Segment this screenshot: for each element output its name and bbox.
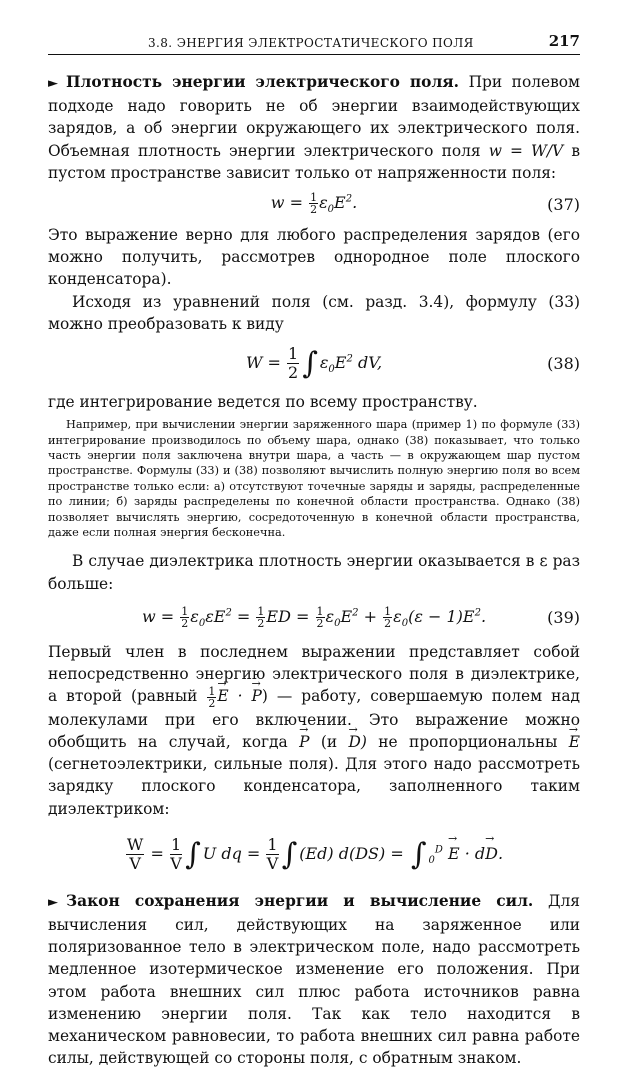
section-marker-icon: ► xyxy=(48,894,58,910)
running-header xyxy=(48,32,580,55)
paragraph-text: Для вычисления сил, действующих на заряженное или поляризованное тело в электрическом поле, надо рассмотреть медленное изотермическое изменение его положения. При этом работа внешних сил плюс работа источников равна изменению энергии поля. Так как тело находится в механическом равновесии, то работа внешних сил равна работе силы, действующей со стороны поля, с обратным знаком. xyxy=(48,891,580,1068)
formula-inline: w = W/V xyxy=(488,141,564,160)
section-heading: Плотность энергии электрического поля. xyxy=(66,73,460,91)
section-energy-conservation xyxy=(48,890,580,1069)
section-heading: Закон сохранения энергии и вычисление сил. xyxy=(66,891,534,910)
note-small-print: Например, при вычислении энергии заряженного шара (пример 1) по формуле (33) интегрирование производилось по объему шара, однако (38) показывает, что только часть энергии поля заключена внутри шара, а часть — в окружающем шар пустом пространстве. Формулы (33) и (38) позволяют вычислить полную энергию поля во всем пространстве только если: а) отсутствуют точечные заряды и заряды, распределенные по линии; б) заряды распределены по конечной области пространства. Однако (38) позволяет вычислять энергию, сосредоточенную в конечной области пространства, даже если полная энергия бесконечна. xyxy=(48,418,580,540)
formula-inline: → D) xyxy=(349,733,367,751)
equation-37: w = $\frac{1}{2}$ $\varepsilon_0E^2$. (37) xyxy=(270,191,580,217)
page-number: 217 xyxy=(548,32,580,50)
paragraph: Исходя из уравнений поля (см. разд. 3.4), формулу (33) можно преобразовать к виду xyxy=(48,292,580,333)
paragraph-text: в пустом пространстве зависит только от напряженности поля: xyxy=(48,141,580,182)
section-marker-icon: ► xyxy=(48,76,58,91)
equation-number: (38) xyxy=(547,353,580,373)
equation-number: (39) xyxy=(547,608,580,628)
paragraph: В случае диэлектрика плотность энергии оказывается в ε раз больше: xyxy=(48,552,580,593)
formula-inline: → P xyxy=(299,733,309,751)
paragraph: где интегрирование ведется по всему пространству. xyxy=(48,393,478,412)
paragraph-interpretation: Первый член в последнем выражении представляет собой непосредственно энергию электрического поля в диэлектрике, а второй (равный $\frac{1}{2}$ → E · → P) — работу, совершаемую полем над молекулами при его включении. Это выражение можно обобщить на случай, когда → P (и → D) не пропорциональны → E (сегнетоэлектрики, сильные поля). Для этого надо рассмотреть зарядку плоского конденсатора, заполненного таким диэлектриком: xyxy=(48,641,580,820)
page xyxy=(48,32,580,1069)
running-title: 3.8. ЭНЕРГИЯ ЭЛЕКТРОСТАТИЧЕСКОГО ПОЛЯ xyxy=(148,36,474,50)
equation-number: (37) xyxy=(547,194,580,214)
section-energy-density xyxy=(48,71,580,184)
formula-inline: $\frac{1}{2}$ → E · → P xyxy=(206,687,261,705)
equation-capacitor-work: $\frac{W}{V}$ = $\frac{1}{V}$ ∫ U dq = $\frac{1}{V}$ ∫ (Ed) d(DS) = ∫ $_0^D$ → E · d→ D. xyxy=(48,820,580,890)
formula-inline: → E xyxy=(569,733,580,751)
paragraph: Это выражение верно для любого распределения зарядов (его можно получить, рассмотрев однородное поле плоского конденсатора). xyxy=(48,226,580,289)
paragraph-text: При полевом подходе надо говорить не об энергии взаимодействующих зарядов, а об энергии окружающего их электрического поля. Объемная плотность энергии электрического поля xyxy=(48,73,580,160)
equation-38: W = $\frac{1}{2}$ ∫ $\varepsilon_0E^2$ dV, (38) xyxy=(245,343,580,382)
equation-39: w = $\frac{1}{2}$ $\varepsilon_0\varepsilon E^2$ = $\frac{1}{2}$ ED = $\frac{1}{2}$ $\varepsilon_0E^2$ + $\frac{1}{2}$ $\varepsilon_0(\varepsilon - 1)E^2$. (39) xyxy=(141,605,580,631)
